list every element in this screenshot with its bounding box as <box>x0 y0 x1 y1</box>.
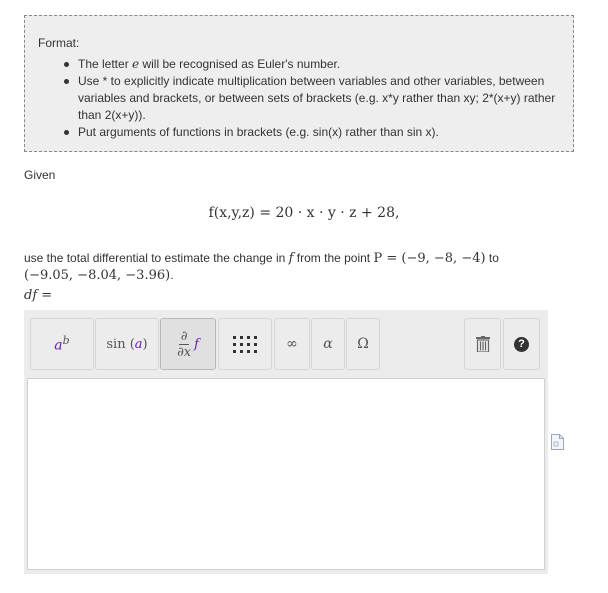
format-item-multiplication: Use * to explicitly indicate multiplication between variables and other variables, between variables and brackets, or between sets of brackets (e.g. x*y rather than xy; 2*(x+y) rather than 2(x+y)). <box>78 73 563 124</box>
matrix-icon <box>233 336 257 353</box>
answer-input[interactable] <box>27 378 545 570</box>
format-list <box>38 56 563 141</box>
function-equation: f(x,y,z) = 20 · x · y · z + 28, <box>208 205 400 221</box>
function-button[interactable]: sin (a) <box>95 318 159 370</box>
matrix-button[interactable] <box>218 318 272 370</box>
infinity-button[interactable]: ∞ <box>274 318 310 370</box>
document-icon[interactable] <box>551 434 564 450</box>
help-button[interactable] <box>503 318 540 370</box>
given-label: Given <box>24 168 56 182</box>
clear-button[interactable] <box>464 318 501 370</box>
question-description: use the total differential to estimate the change in f from the point P = (−9, −8, −4) to (−9.05, −8.04, −3.96). <box>24 251 499 283</box>
greek-lowercase-button[interactable]: α <box>311 318 345 370</box>
partial-derivative-button[interactable]: ∂ ∂x f <box>160 318 216 370</box>
format-help-box <box>24 15 574 152</box>
greek-uppercase-button[interactable]: Ω <box>346 318 380 370</box>
format-title: Format: <box>38 36 80 50</box>
point-q: (−9.05, −8.04, −3.96) <box>24 268 171 283</box>
math-editor <box>24 310 548 574</box>
format-item-brackets: Put arguments of functions in brackets (e.g. sin(x) rather than sin x). <box>78 124 563 141</box>
trash-icon <box>476 336 490 352</box>
point-p: P = (−9, −8, −4) <box>373 251 486 266</box>
power-button[interactable]: $a^b$ <box>30 318 94 370</box>
question-mark-icon: ? <box>514 337 529 352</box>
df-label: df = <box>24 288 53 303</box>
format-item-euler: The letter e will be recognised as Euler's number. <box>78 56 563 73</box>
